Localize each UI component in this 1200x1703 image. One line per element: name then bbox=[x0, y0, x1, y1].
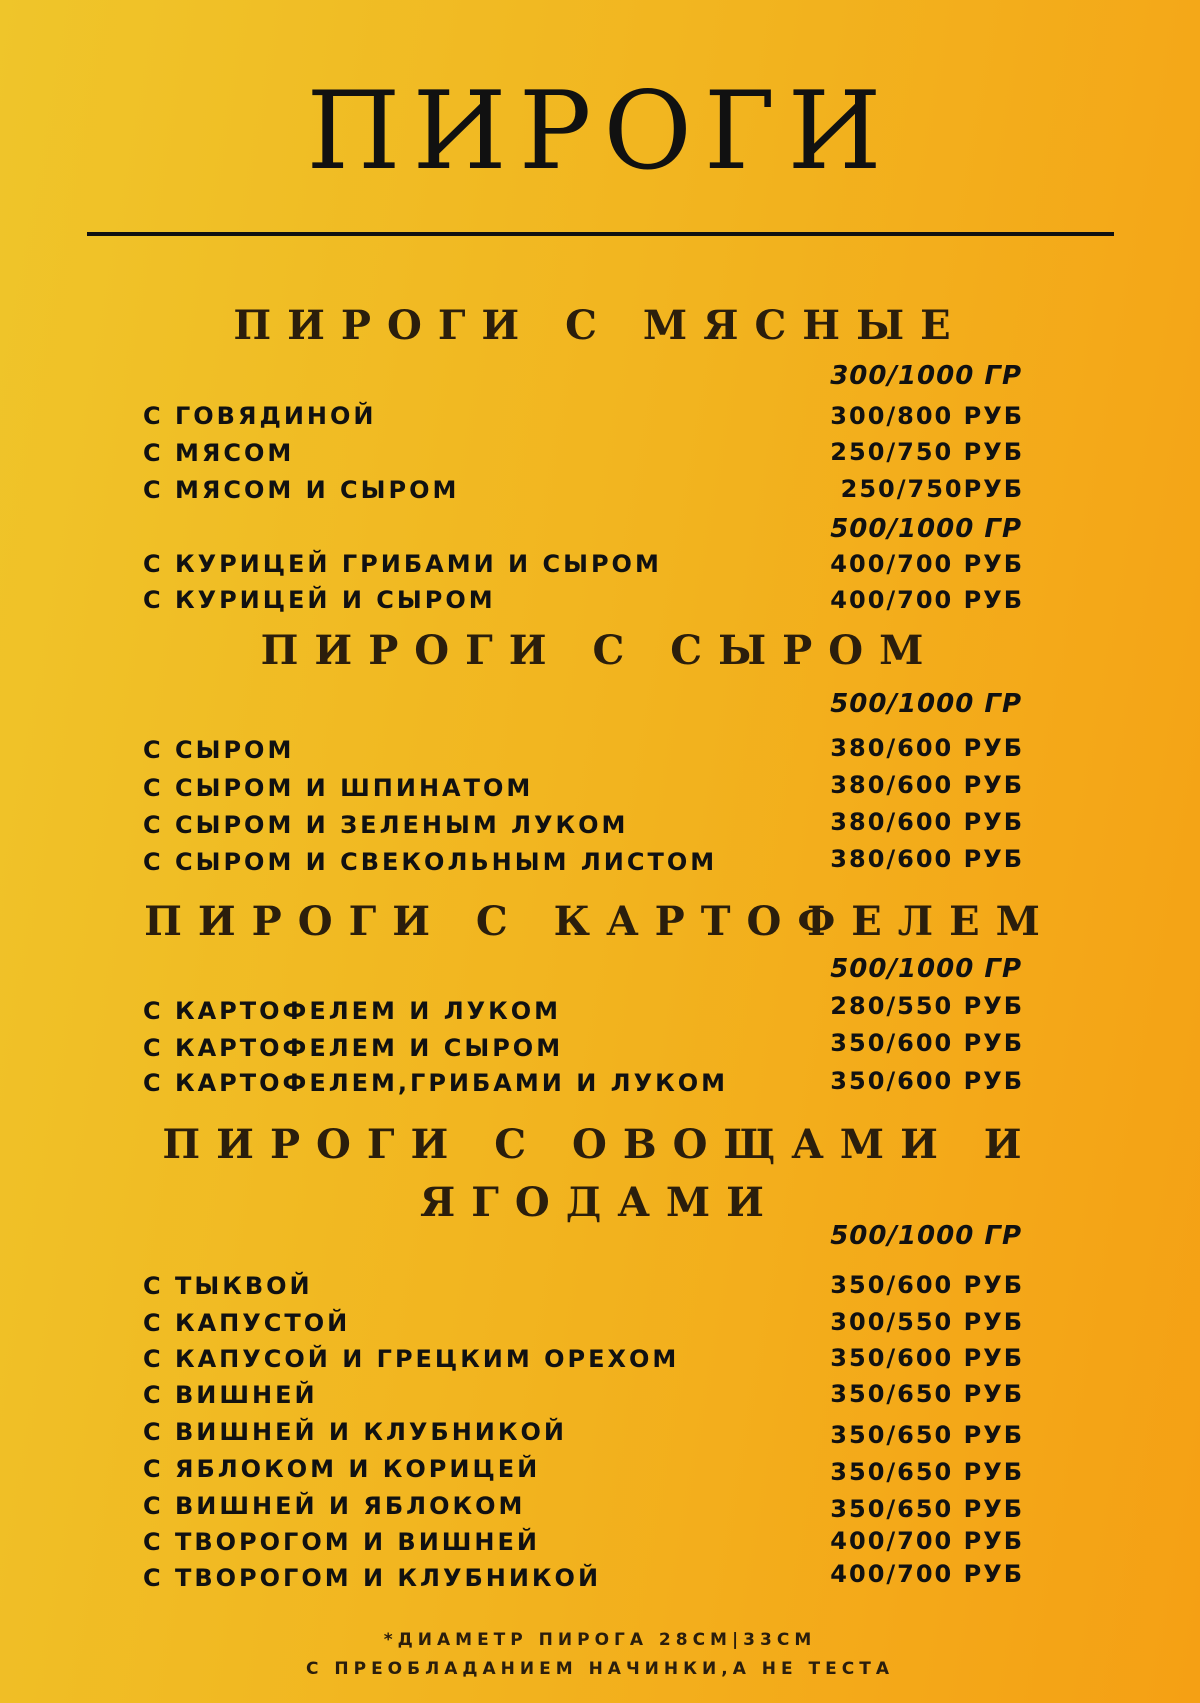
menu-item-price: 400/700 РУБ bbox=[830, 1527, 1024, 1555]
section-title-potato: ПИРОГИ С КАРТОФЕЛЕМ bbox=[144, 898, 1056, 945]
menu-item-name: С ЯБЛОКОМ И КОРИЦЕЙ bbox=[143, 1455, 541, 1483]
section-title-vegetables-berries: ПИРОГИ С ОВОЩАМИ И bbox=[162, 1121, 1038, 1168]
menu-item-price: 350/650 РУБ bbox=[830, 1458, 1024, 1486]
weight-label: 500/1000 ГР bbox=[830, 954, 1022, 984]
section-title-vegetables-berries-line2: ЯГОДАМИ bbox=[420, 1179, 780, 1226]
menu-item-price: 250/750 РУБ bbox=[830, 438, 1024, 466]
menu-item-price: 350/600 РУБ bbox=[830, 1067, 1024, 1095]
menu-item-price: 280/550 РУБ bbox=[830, 992, 1024, 1020]
menu-item-name: С КАРТОФЕЛЕМ,ГРИБАМИ И ЛУКОМ bbox=[143, 1069, 728, 1097]
menu-item-name: С МЯСОМ И СЫРОМ bbox=[143, 476, 460, 504]
menu-item-price: 380/600 РУБ bbox=[830, 734, 1024, 762]
section-title-meat: ПИРОГИ С МЯСНЫЕ bbox=[233, 302, 967, 349]
menu-item-price: 350/650 РУБ bbox=[830, 1495, 1024, 1523]
menu-item-name: С КАПУСОЙ И ГРЕЦКИМ ОРЕХОМ bbox=[143, 1345, 680, 1373]
menu-item-name: С КУРИЦЕЙ И СЫРОМ bbox=[143, 586, 496, 614]
menu-item-price: 400/700 РУБ bbox=[830, 550, 1024, 578]
menu-item-name: С ВИШНЕЙ И КЛУБНИКОЙ bbox=[143, 1418, 567, 1446]
menu-item-price: 350/600 РУБ bbox=[830, 1344, 1024, 1372]
menu-item-name: С ВИШНЕЙ bbox=[143, 1381, 318, 1409]
weight-label: 500/1000 ГР bbox=[830, 514, 1022, 544]
menu-item-name: С СЫРОМ И ШПИНАТОМ bbox=[143, 774, 534, 802]
menu-item-name: С СЫРОМ bbox=[143, 736, 295, 764]
menu-item-price: 400/700 РУБ bbox=[830, 1560, 1024, 1588]
menu-item-name: С ВИШНЕЙ И ЯБЛОКОМ bbox=[143, 1492, 526, 1520]
page-title: ПИРОГИ bbox=[306, 69, 894, 194]
menu-item-price: 380/600 РУБ bbox=[830, 771, 1024, 799]
weight-label: 300/1000 ГР bbox=[830, 361, 1022, 391]
section-title-cheese: ПИРОГИ С СЫРОМ bbox=[260, 627, 940, 674]
menu-item-price: 400/700 РУБ bbox=[830, 586, 1024, 614]
menu-item-name: С ТВОРОГОМ И ВИШНЕЙ bbox=[143, 1528, 540, 1556]
title-divider bbox=[87, 232, 1114, 236]
menu-item-name: С КАРТОФЕЛЕМ И ЛУКОМ bbox=[143, 997, 562, 1025]
menu-item-price: 380/600 РУБ bbox=[830, 845, 1024, 873]
menu-item-name: С МЯСОМ bbox=[143, 439, 295, 467]
menu-item-name: С КУРИЦЕЙ ГРИБАМИ И СЫРОМ bbox=[143, 550, 662, 578]
footnote-diameter: *ДИАМЕТР ПИРОГА 28СМ|33СМ bbox=[383, 1630, 817, 1650]
menu-item-price: 350/600 РУБ bbox=[830, 1029, 1024, 1057]
menu-item-price: 380/600 РУБ bbox=[830, 808, 1024, 836]
menu-item-price: 350/650 РУБ bbox=[830, 1421, 1024, 1449]
menu-item-name: С СЫРОМ И ЗЕЛЕНЫМ ЛУКОМ bbox=[143, 811, 629, 839]
menu-item-name: С ТВОРОГОМ И КЛУБНИКОЙ bbox=[143, 1564, 602, 1592]
menu-item-name: С ТЫКВОЙ bbox=[143, 1272, 313, 1300]
menu-item-name: С СЫРОМ И СВЕКОЛЬНЫМ ЛИСТОМ bbox=[143, 848, 718, 876]
menu-item-price: 350/600 РУБ bbox=[830, 1271, 1024, 1299]
weight-label: 500/1000 ГР bbox=[830, 689, 1022, 719]
menu-item-price: 300/800 РУБ bbox=[830, 402, 1024, 430]
menu-item-name: С ГОВЯДИНОЙ bbox=[143, 402, 377, 430]
menu-item-price: 300/550 РУБ bbox=[830, 1308, 1024, 1336]
menu-item-name: С КАРТОФЕЛЕМ И СЫРОМ bbox=[143, 1034, 564, 1062]
footnote-filling: С ПРЕОБЛАДАНИЕМ НАЧИНКИ,А НЕ ТЕСТА bbox=[305, 1659, 894, 1679]
weight-label: 500/1000 ГР bbox=[830, 1221, 1022, 1251]
menu-item-name: С КАПУСТОЙ bbox=[143, 1309, 351, 1337]
menu-item-price: 350/650 РУБ bbox=[830, 1380, 1024, 1408]
menu-item-price: 250/750РУБ bbox=[840, 475, 1024, 503]
